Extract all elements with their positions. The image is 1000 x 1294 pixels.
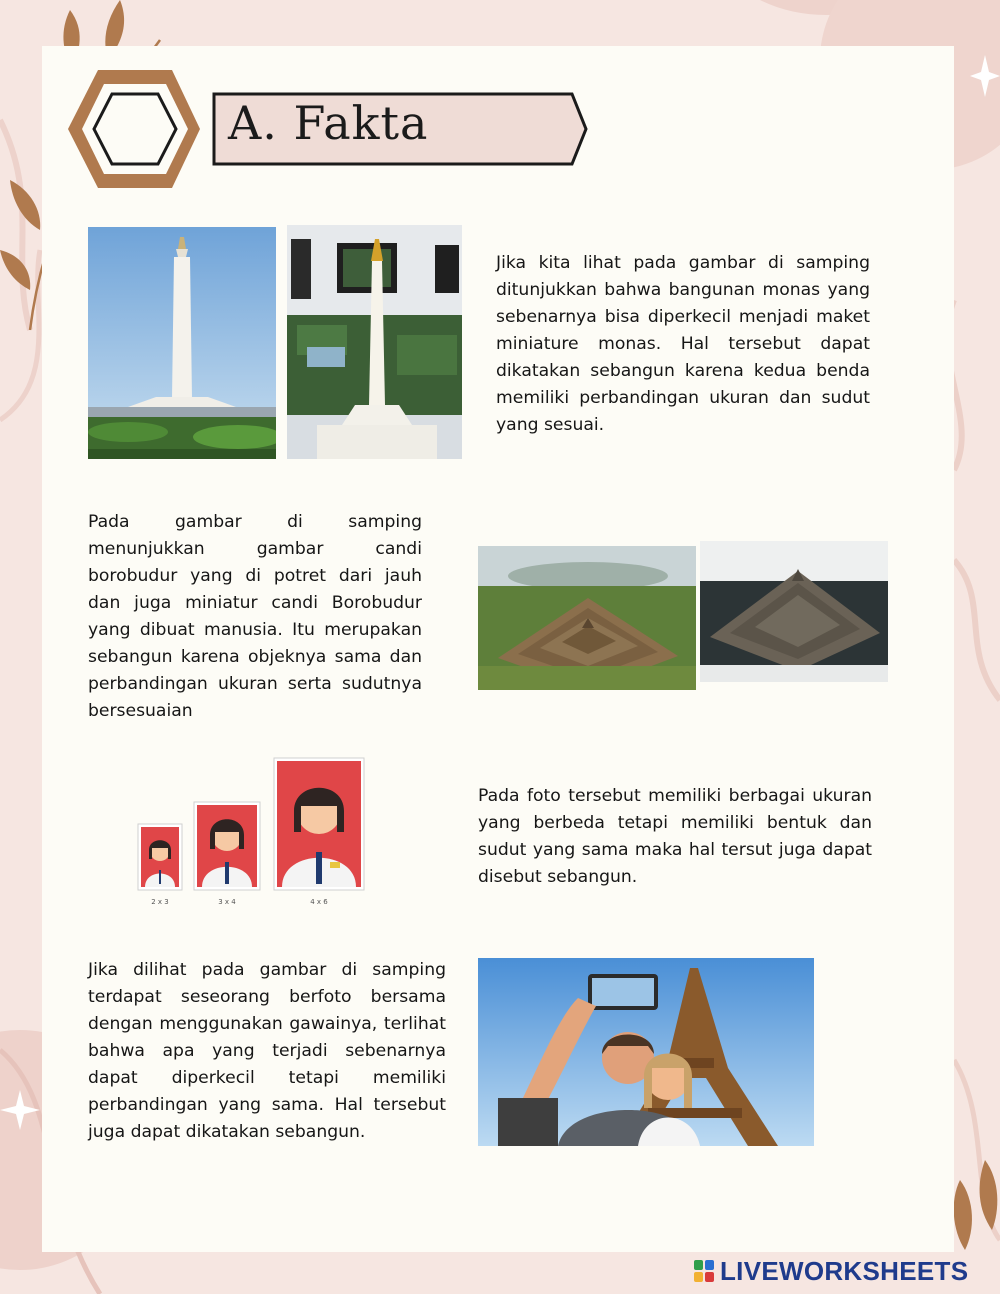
paragraph-borobudur: Pada gambar di samping menunjukkan gambar candi borobudur yang di potret dari jauh dan juga miniatur candi Borobudur yang dibuat manusia. Itu merupakan sebangun karena objeknya sama dan perbandingan ukuran serta sudutnya bersesuaian xyxy=(88,512,422,721)
borobudur-photo xyxy=(478,546,696,690)
selfie-photo xyxy=(478,958,814,1146)
liveworksheets-logo-icon xyxy=(694,1260,714,1282)
brand-name: LIVEWORKSHEETS xyxy=(720,1255,969,1286)
paragraph-monas: Jika kita lihat pada gambar di samping ditunjukkan bahwa bangunan monas yang sebenarnya bisa diperkecil menjadi maket miniature monas. Hal tersebut dapat dikatakan sebangun karena kedua benda memiliki perbandingan ukuran dan sudut yang sesuai. xyxy=(496,253,870,435)
monas-miniature-photo xyxy=(287,225,462,459)
section-title: A. Fakta xyxy=(228,96,429,150)
liveworksheets-brand xyxy=(694,1256,968,1286)
id-photos-image xyxy=(130,744,366,910)
monas-photo xyxy=(88,227,276,459)
photo-label-2x3: 2 x 3 xyxy=(151,898,169,906)
photo-label-3x4: 3 x 4 xyxy=(218,898,236,906)
photo-label-4x6: 4 x 6 xyxy=(310,898,328,906)
borobudur-miniature-photo xyxy=(700,541,888,682)
paragraph-id-photos: Pada foto tersebut memiliki berbagai ukuran yang berbeda tetapi memiliki bentuk dan sudut yang sama maka hal tersut juga dapat disebut sebangun. xyxy=(478,786,872,887)
paragraph-selfie: Jika dilihat pada gambar di samping terdapat seseorang berfoto bersama dengan menggunakan gawainya, terlihat bahwa apa yang terjadi sebenarnya dapat diperkecil tetapi memiliki perbandingan yang sama. Hal tersebut juga dapat dikatakan sebangun. xyxy=(88,960,446,1142)
